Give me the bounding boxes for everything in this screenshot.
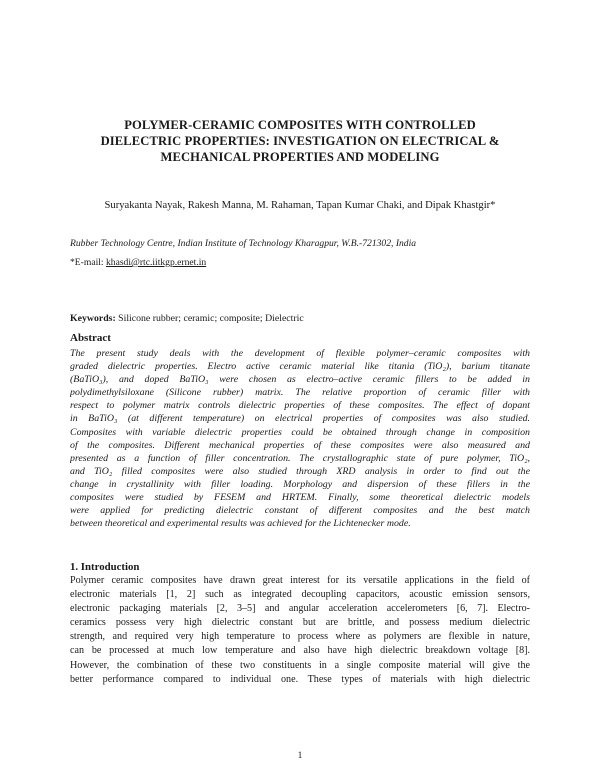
abstract-line: The present study deals with the development of flexible polymer–ceramic composites with [70, 348, 530, 359]
abstract-body [70, 347, 530, 530]
intro-line: strength, and required very high temperature to process where as polymers are flexible in nature, [70, 631, 530, 643]
abstract-line: between theoretical and experimental results was achieved for the Lichtenecker mode. [70, 518, 411, 530]
keywords [70, 313, 304, 324]
abstract-line: graded dielectric properties. Electro active ceramic material like titania (TiO₂), barium titanate [70, 361, 530, 373]
intro-line: Polymer ceramic composites have drawn great interest for its versatile applications in the field of [70, 575, 530, 586]
intro-line: electronic materials [1, 2] such as integrated decoupling capacitors, acoustic emission sensors, [70, 589, 530, 601]
abstract-line: in BaTiO₃ (at different temperature) on electrical properties of composites was also studied. [70, 413, 530, 425]
section-heading-introduction: 1. Introduction [70, 561, 140, 573]
abstract-heading: Abstract [70, 332, 111, 344]
abstract-line: presented as a function of filler concentration. The crystallographic state of pure polymer, TiO₂, [70, 452, 530, 464]
author-list: Suryakanta Nayak, Rakesh Manna, M. Rahaman, Tapan Kumar Chaki, and Dipak Khastgir* [104, 200, 496, 211]
intro-line: can be processed at much low temperature and also have high dielectric breakdown voltage [8]. [70, 645, 530, 657]
intro-line: However, the combination of these two constituents in a single composite material will give the [70, 659, 530, 671]
abstract-line: (BaTiO₃), and doped BaTiO₃ were chosen as electro–active ceramic fillers to be added in [70, 374, 530, 386]
page-number: 1 [297, 751, 303, 761]
title-line: MECHANICAL PROPERTIES AND MODELING [160, 150, 440, 164]
abstract-line: of the composites. Different mechanical properties of these composites were also measured and [70, 439, 530, 451]
title-line: POLYMER-CERAMIC COMPOSITES WITH CONTROLLED [124, 118, 476, 132]
abstract-line: respect to polymer matrix controls dielectric properties of these composites. The effect of dopant [70, 400, 530, 412]
abstract-line: change in crystallinity with filler loading. Morphology and dispersion of these fillers in the [70, 478, 530, 490]
intro-line: electronic packaging materials [2, 3–5] and angular acceleration accelerometers [6, 7]. Electro- [70, 603, 530, 615]
keywords-label: Keywords: [70, 313, 116, 324]
abstract-line: were applied for predicting dielectric constant of different composites and the best match [70, 505, 530, 517]
abstract-line: polydimethylsiloxane (Silicone rubber) matrix. The relative proportion of ceramic filler with [70, 387, 530, 399]
email-link[interactable]: khasdi@rtc.iitkgp.ernet.in [105, 257, 207, 268]
title-line: DIELECTRIC PROPERTIES: INVESTIGATION ON ELECTRICAL & [100, 134, 500, 148]
email-label: *E-mail: [70, 257, 106, 268]
introduction-body [70, 574, 530, 687]
paper-title [60, 117, 540, 165]
intro-line: ceramics possess very high dielectric constant but are brittle, and possess medium dielectric [70, 617, 530, 629]
corresponding-email [70, 257, 206, 268]
abstract-line: and TiO₂ filled composites were also studied through XRD analysis in order to find out the [70, 465, 530, 477]
abstract-line: Composites with variable dielectric properties could be obtained through change in composition [70, 426, 530, 438]
affiliation: Rubber Technology Centre, Indian Institute of Technology Kharagpur, W.B.-721302, India [70, 238, 417, 249]
abstract-line: composites were studied by FESEM and HRTEM. Finally, some theoretical dielectric models [70, 492, 530, 504]
intro-line: better performance compared to individual one. These types of materials with high dielectric [70, 673, 530, 685]
keywords-text: Silicone rubber; ceramic; composite; Dielectric [115, 313, 304, 324]
